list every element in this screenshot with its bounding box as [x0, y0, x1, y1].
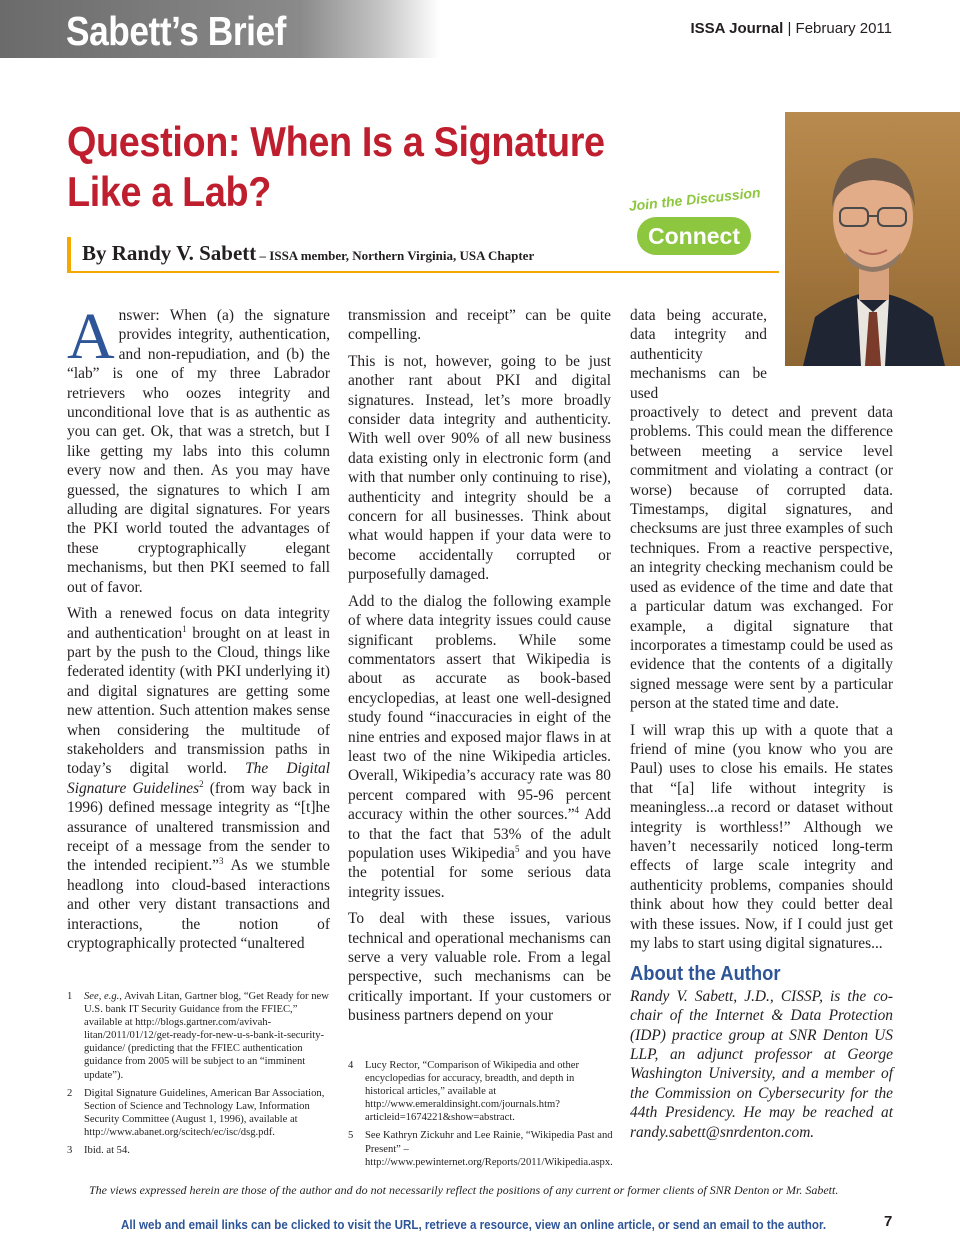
footnotes-middle — [348, 1059, 613, 1174]
footnote-item — [348, 1059, 613, 1124]
journal-name: ISSA Journal — [690, 20, 784, 37]
paragraph — [67, 300, 330, 597]
body-column-2 — [348, 306, 611, 1033]
footnote-text[interactable]: See Kathryn Zickuhr and Lee Rainie, “Wikipedia Past and Present” – http://www.pewinternet.org/Reports/2011/Wikipedia.aspx. — [365, 1130, 613, 1168]
footnote-ref-2[interactable]: 2 — [199, 778, 204, 789]
paragraph-text: nswer: When (a) the signature provides integrity, authentication, and non-repudiation, and (b) the “lab” is one of my three Labrador retrievers who oozes integrity and unconditional love that is as authentic as you can get. Ok, that was a stretch, but I like getting my labs into this column every now and then. As you may have guessed, the signatures to which I am alluding are digital signatures. For years the PKI world touted the advantages of these cryptographically elegant mechanisms, but then PKI seemed to fall out of favor. — [67, 307, 330, 596]
paragraph: I will wrap this up with a quote that a friend of mine (you know who you are Paul) uses to close his emails. He states that “[a] life without integrity is meaningless...a record or dataset without integrity is worthless!” Although we haven’t necessarily noticed long-term effects of large scale integrity and authenticity problems, companies should think about how they could better deal with these issues. Now, if I could just get my labs to start using digital signatures... — [630, 721, 893, 952]
footnote-number: 2 — [67, 1087, 73, 1099]
paragraph: This is not, however, going to be just another rant about PKI and digital signatures. Instead, let’s more broadly consider data integrity and authenticity. With well over 90% of all new business data existing only in electronic form (and with that number only continuing to rise), authenticity and integrity should be a concern for all businesses. Think about what would happen if your data were to become accidentally corrupted or purposefully damaged. — [348, 352, 611, 584]
footnote-italic: See, e.g. — [84, 991, 120, 1002]
footnote-body[interactable]: , Avivah Litan, Gartner blog, “Get Ready for new U.S. bank IT Security Guidance from the FFIEC,” available at http://blogs.gartner.com/avivah-litan/2011/01/12/get-ready-for-new-u-s-bank-it-security-guidance/ (predicting that the FFIEC authentication guidance from 2005 will be subject to an “imminent update”). — [84, 991, 329, 1081]
footnote-number: 3 — [67, 1145, 73, 1157]
footnote-text[interactable]: Digital Signature Guidelines, American Bar Association, Section of Science and Technology Law, Information Security Committee (August 1, 1996), available at http://www.abanet.org/scitech/ec/isc/dsg.pdf. — [84, 1087, 325, 1138]
footnote-ref-1[interactable]: 1 — [182, 623, 187, 634]
footnote-number: 5 — [348, 1130, 354, 1142]
paragraph-text: As we stumble headlong into cloud-based interactions and other very distant transactions and interactions, the notion of cryptographically protected “unaltered — [67, 857, 330, 952]
disclaimer: The views expressed herein are those of the author and do not necessarily reflect the positions of any current or former clients of SNR Denton or Mr. Sabett. — [89, 1183, 839, 1197]
footnote-item — [67, 1087, 332, 1139]
paragraph-text: brought on at least in part by the push to the Cloud, things like federated identity (with PKI underlying it) and digital signatures are getting some new attention. Such attention makes sense when considering the multitude of stakeholders and transmission paths in today’s digital world. — [67, 624, 330, 778]
paragraph-text: proactively to detect and prevent data problems. This could mean the difference between meeting a service level commitment and violating a contract (or worse) because of corrupted data. Timestamps, digital signatures, and checksums are just three examples of such techniques. From a reactive perspective, an integrity checking mechanism could be used as evidence of the time and date that a particular datum was exchanged. For example, a digital signature that incorporates a timestamp could be used as evidence that the contents of a digitally signed message were sent by a particular person at the stated time and date. — [630, 404, 893, 713]
paragraph: transmission and receipt” can be quite compelling. — [348, 307, 611, 344]
links-note: All web and email links can be clicked to visit the URL, retrieve a resource, view an online article, or send an email to the author. — [121, 1218, 827, 1232]
footnote-text: Ibid. at 54. — [84, 1145, 130, 1157]
footnote-text — [84, 990, 332, 1082]
paragraph-text: Add to that the fact that 53% of the adult population uses Wikipedia — [348, 806, 612, 862]
paragraph-text: With a renewed focus on data integrity and authentication — [67, 605, 330, 642]
paragraph — [67, 604, 330, 953]
byline-rule — [67, 271, 779, 273]
guidelines-title: The Digital Signature Guidelines — [67, 760, 330, 797]
footnote-ref-4[interactable]: 4 — [574, 805, 580, 816]
article-headline — [67, 117, 707, 217]
footnote-item — [67, 1144, 332, 1157]
section-title: Sabett’s Brief — [66, 8, 286, 54]
headline-line-2: Like a Lab? — [67, 168, 272, 215]
footnote-number: 1 — [67, 991, 73, 1002]
paragraph — [348, 592, 611, 903]
paragraph-text: data being accurate, data integrity and authenticity mechanisms can be used — [630, 307, 767, 402]
footnote-text[interactable]: Lucy Rector, “Comparison of Wikipedia and other encyclopedias for accuracy, breadth, and depth in historical articles,” available at http://www.emeraldinsight.com/journals.htm?articleid=1674221&show=abstract. — [365, 1060, 580, 1124]
body-column-1 — [67, 300, 330, 960]
journal-issue-line — [691, 20, 893, 37]
footnote-ref-5[interactable]: 5 — [514, 843, 520, 854]
footnote-ref-3[interactable]: 3 — [219, 856, 224, 867]
paragraph — [630, 306, 893, 714]
footnote-item — [348, 1129, 613, 1168]
headline-line-1: Question: When Is a Signature — [67, 118, 605, 165]
footnote-number: 4 — [348, 1060, 354, 1071]
journal-separator: | — [783, 20, 796, 37]
about-author-text: Randy V. Sabett, J.D., CISSP, is the co-chair of the Internet & Data Protection (IDP) practice group at SNR Denton US LLP, an adjunct professor at George Washington University, and a member of the Commission on Cybersecurity for the 44th Presidency. He may be reached at randy.sabett@snrdenton.com. — [630, 987, 893, 1141]
issue-date: February 2011 — [795, 20, 892, 37]
page-number: 7 — [884, 1213, 893, 1230]
about-author-heading: About the Author — [630, 963, 781, 986]
connect-button[interactable]: Connect — [637, 217, 751, 255]
byline-affiliation: – ISSA member, Northern Virginia, USA Chapter — [256, 248, 535, 263]
paragraph: To deal with these issues, various technical and operational mechanisms can serve a very valuable role. From a legal perspective, such mechanisms can be critically important. If your customers or business partners depend on your — [348, 910, 611, 1025]
byline-author: By Randy V. Sabett — [82, 241, 257, 265]
drop-cap: A — [67, 300, 115, 373]
paragraph-text: (from way back in 1996) defined message integrity as “[t]he assurance of unaltered transmission and receipt of a message from the sender to the intended recipient.” — [67, 779, 330, 875]
footnotes-left — [67, 990, 332, 1162]
paragraph-text: Add to the dialog the following example of where data integrity issues could cause significant problems. While some commentators assert that Wikipedia is about as accurate as book-based encyclopedias, at least one well-designed study found “inaccuracies in eight of the nine entries and exposed major flaws in at least two of the nine Wikipedia articles. Overall, Wikipedia’s accuracy rate was 80 percent compared with 95-96 percent accuracy within the other sources.” — [348, 592, 611, 824]
byline — [67, 237, 779, 273]
join-discussion-text[interactable]: Join the Discussion — [628, 184, 762, 214]
paragraph-text: and you have the potential for some serious data integrity issues. — [348, 844, 611, 901]
body-column-3 — [630, 306, 893, 1142]
footnote-item — [67, 990, 332, 1082]
